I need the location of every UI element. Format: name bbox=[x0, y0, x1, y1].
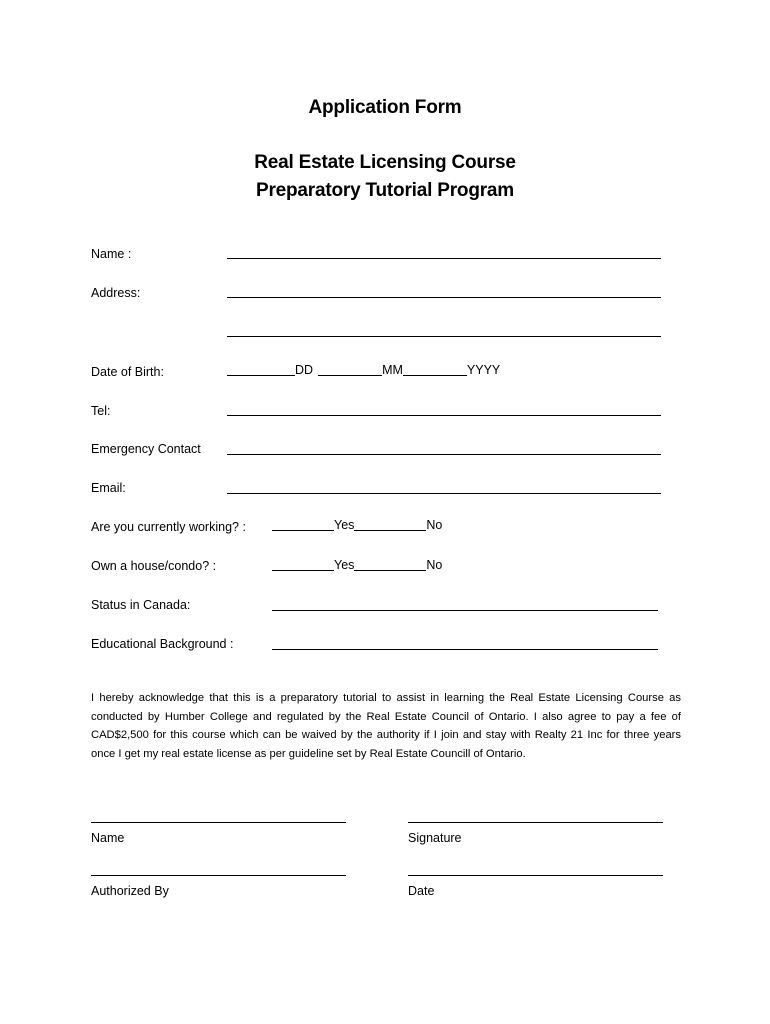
email-field[interactable] bbox=[227, 493, 661, 494]
acknowledgement-text: I hereby acknowledge that this is a preparatory tutorial to assist in learning the Real Estate Licensing Course as conducted by Humber College and regulated by the Real Estate Council of Ontario. I also agree to pay a fee of CAD$2,500 for this course which can be waived by the authority if I join and stay with Realty 21 Inc for three years once I get my real estate license as per guideline set by Real Estate Councill of Ontario. bbox=[91, 692, 681, 760]
signature-label: Signature bbox=[408, 831, 462, 845]
own-house-no-label: No bbox=[426, 558, 443, 572]
dob-mm-label: MM bbox=[382, 363, 403, 377]
email-label: Email: bbox=[91, 481, 126, 495]
form-title: Application Form bbox=[308, 97, 462, 118]
date-label: Date bbox=[408, 884, 435, 898]
name-label: Name : bbox=[91, 247, 132, 261]
status-label: Status in Canada: bbox=[91, 598, 191, 612]
dob-year-field[interactable] bbox=[403, 363, 467, 376]
address-field-line1[interactable] bbox=[227, 297, 661, 298]
dob-day-field[interactable] bbox=[227, 363, 295, 376]
working-yes-label: Yes bbox=[334, 518, 355, 532]
name-field[interactable] bbox=[227, 258, 661, 259]
dob-dd-label: DD bbox=[295, 363, 314, 377]
dob-yyyy-label: YYYY bbox=[466, 363, 501, 377]
own-house-no-field[interactable] bbox=[354, 558, 426, 571]
own-house-yes-label: Yes bbox=[334, 558, 355, 572]
working-yes-field[interactable] bbox=[272, 518, 334, 531]
form-subtitle-line2: Preparatory Tutorial Program bbox=[255, 180, 514, 201]
address-field-line2[interactable] bbox=[227, 336, 661, 337]
date-line[interactable] bbox=[408, 875, 663, 876]
name-signature-line[interactable] bbox=[91, 822, 346, 823]
authorized-by-label: Authorized By bbox=[91, 884, 169, 898]
working-label: Are you currently working? : bbox=[91, 520, 246, 534]
address-label: Address: bbox=[91, 286, 141, 300]
name-signature-label: Name bbox=[91, 831, 125, 845]
own-house-yes-field[interactable] bbox=[272, 558, 334, 571]
working-row bbox=[272, 517, 442, 533]
tel-field[interactable] bbox=[227, 415, 661, 416]
working-no-label: No bbox=[426, 518, 443, 532]
form-subtitle-line1: Real Estate Licensing Course bbox=[254, 152, 516, 173]
dob-label: Date of Birth: bbox=[91, 365, 164, 379]
status-field[interactable] bbox=[272, 610, 658, 611]
own-house-row bbox=[272, 557, 442, 573]
authorized-by-line[interactable] bbox=[91, 875, 346, 876]
dob-month-field[interactable] bbox=[318, 363, 382, 376]
education-field[interactable] bbox=[272, 649, 658, 650]
tel-label: Tel: bbox=[91, 404, 111, 418]
emergency-contact-label: Emergency Contact bbox=[91, 442, 201, 456]
dob-row bbox=[227, 362, 500, 378]
working-no-field[interactable] bbox=[354, 518, 426, 531]
own-house-label: Own a house/condo? : bbox=[91, 559, 217, 573]
education-label: Educational Background : bbox=[91, 637, 234, 651]
signature-line[interactable] bbox=[408, 822, 663, 823]
emergency-contact-field[interactable] bbox=[227, 454, 661, 455]
